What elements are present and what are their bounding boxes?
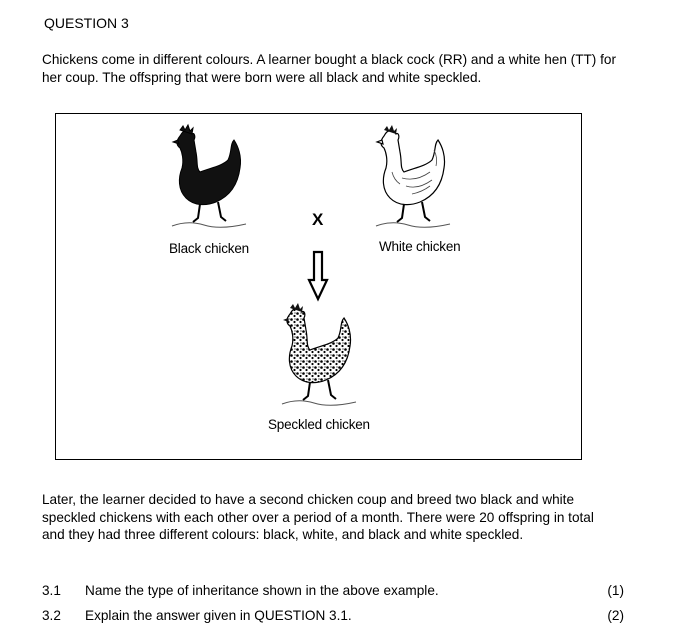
- subquestion-number: 3.1: [42, 583, 61, 598]
- speckled-chicken-caption: Speckled chicken: [268, 417, 370, 432]
- subquestion-text: Explain the answer given in QUESTION 3.1.: [85, 608, 352, 623]
- subquestion-text: Name the type of inheritance shown in the above example.: [85, 583, 439, 598]
- subquestion-marks: (1): [607, 583, 624, 598]
- cross-figure: [55, 113, 582, 460]
- later-paragraph: Later, the learner decided to have a second chicken coup and breed two black and white speckled chickens with each other over a period of a month. There were 20 offspring in total and they had three different colours: black, white, and black and white speckled.: [42, 492, 594, 542]
- subquestion-row: [42, 608, 632, 626]
- down-arrow-icon: [307, 250, 329, 302]
- chicken-white-icon: [372, 122, 452, 230]
- chicken-black-icon: [168, 122, 248, 230]
- white-chicken-caption: White chicken: [379, 239, 461, 254]
- intro-paragraph: Chickens come in different colours. A learner bought a black cock (RR) and a white hen (TT) for her coup. The offspring that were born were all black and white speckled.: [42, 52, 616, 85]
- black-chicken-caption: Black chicken: [169, 241, 249, 256]
- cross-symbol: X: [312, 210, 324, 229]
- chicken-speckled-icon: [278, 300, 358, 408]
- subquestion-number: 3.2: [42, 608, 61, 623]
- subquestion-marks: (2): [607, 608, 624, 623]
- question-title: QUESTION 3: [44, 15, 129, 31]
- subquestion-row: [42, 583, 632, 601]
